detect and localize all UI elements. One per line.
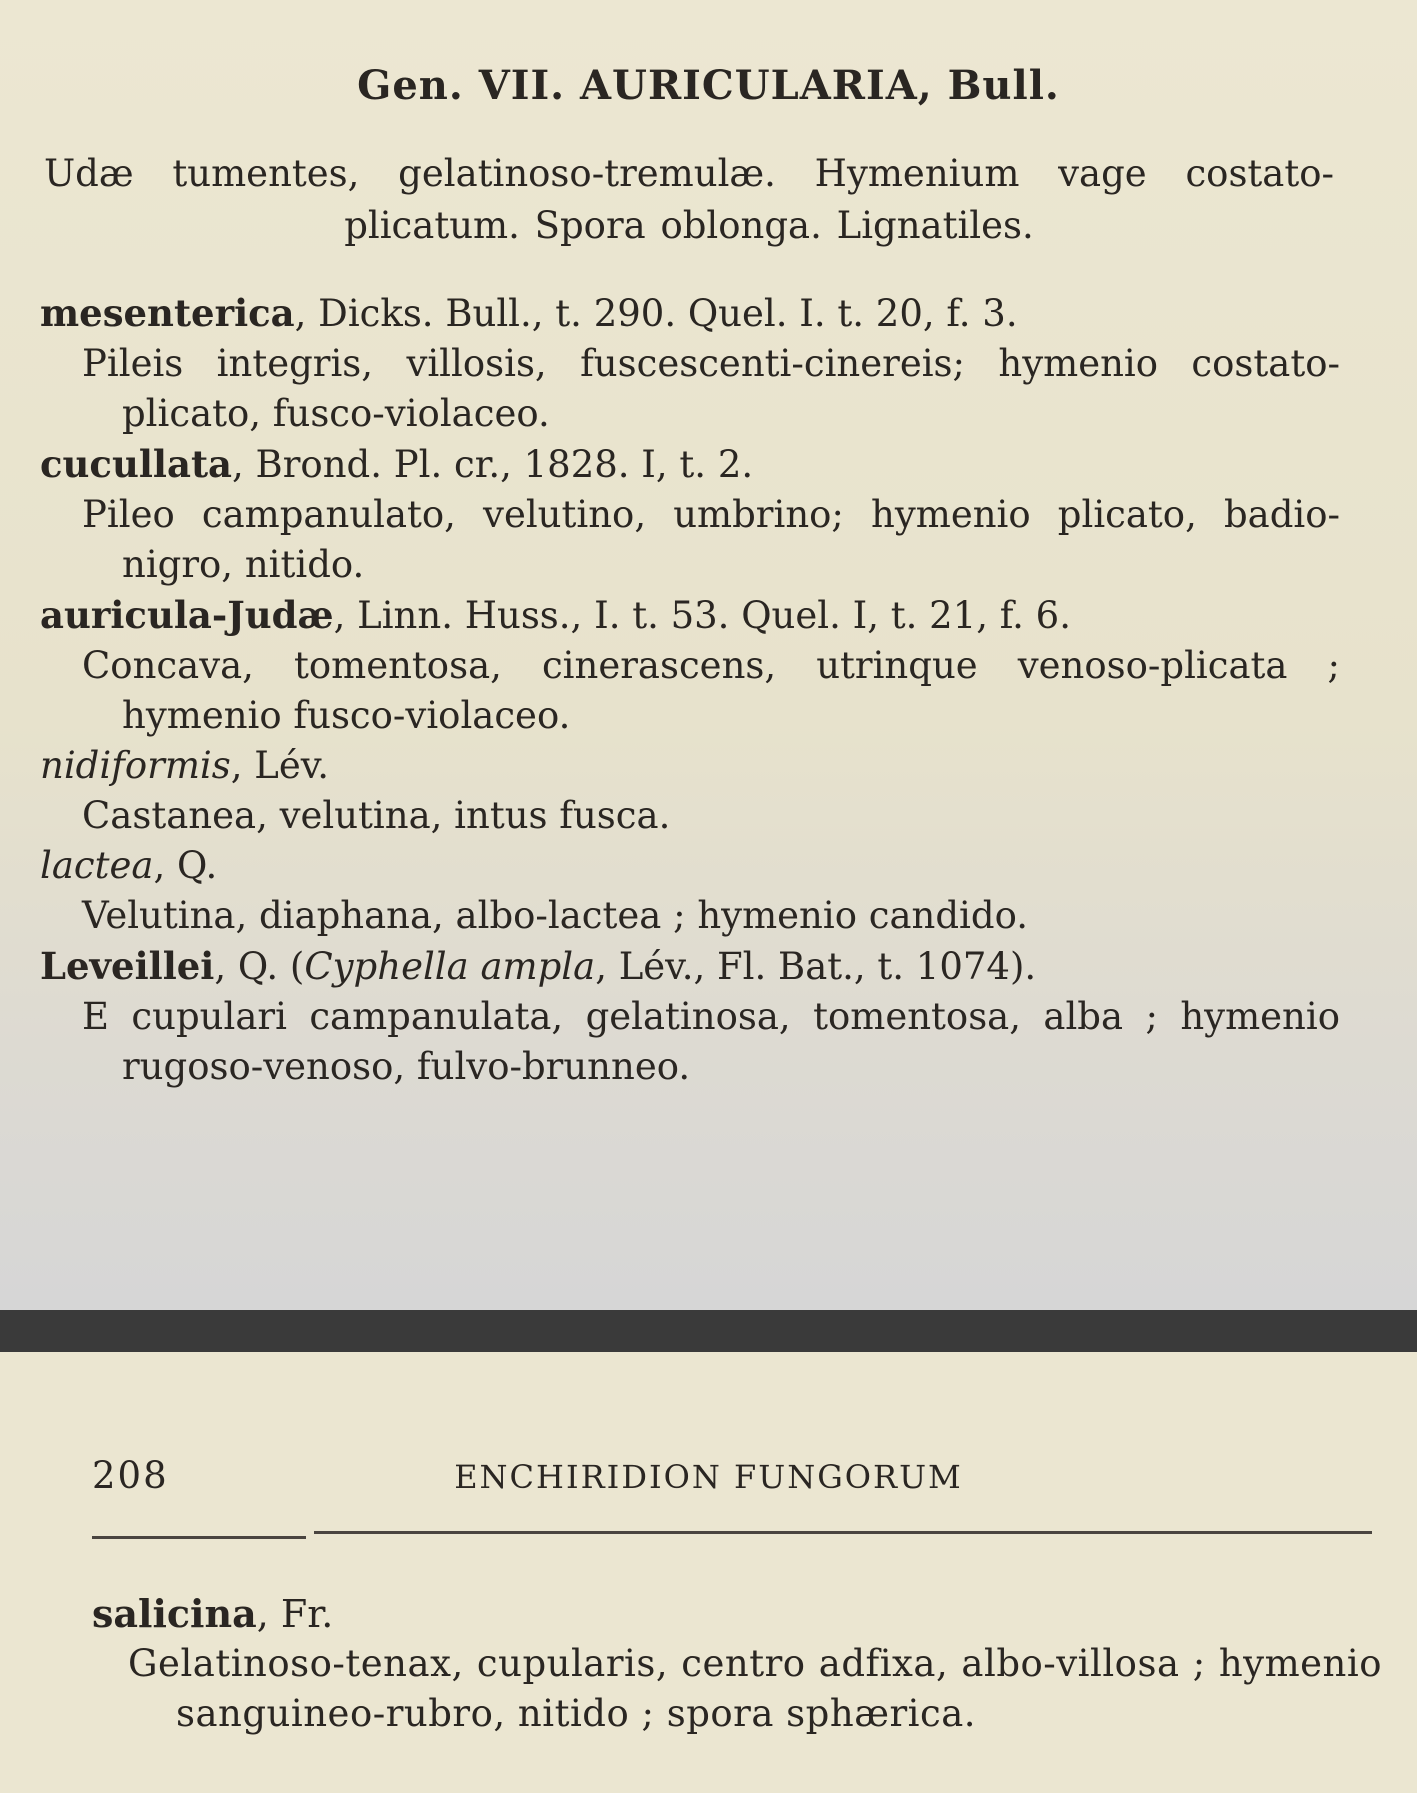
species-entry-cucullata [40, 439, 1340, 590]
running-head: ENCHIRIDION FUNGORUM [454, 1458, 963, 1496]
species-name: nidiformis [40, 744, 231, 787]
species-entry-auricula-judae [40, 590, 1340, 741]
species-line [92, 1589, 1382, 1639]
citation-suffix: , Lév., Fl. Bat., t. 1074). [595, 945, 1037, 988]
bottom-page-fragment [0, 1352, 1417, 1793]
citation-prefix: , Q. ( [214, 945, 305, 988]
species-entry-mesenterica [40, 288, 1340, 439]
species-description: Gelatinoso-tenax, cupularis, centro adfixa, albo-villosa ; hymenio sanguineo-rubro, nitido ; spora sphærica. [128, 1642, 1382, 1735]
species-citation: , Fr. [256, 1592, 334, 1636]
page-header [0, 1454, 1417, 1504]
genus-description: Udæ tumentes, gelatinoso-tremulæ. Hymenium vage costato-plicatum. Spora oblonga. Lignatiles. [44, 152, 1334, 247]
species-citation: , Dicks. Bull., t. 290. Quel. I. t. 20, f. 3. [294, 292, 1018, 335]
species-name: cucullata [40, 442, 233, 486]
species-description: Castanea, velutina, intus fusca. [82, 794, 671, 837]
species-line [40, 941, 1340, 992]
header-rule-right [314, 1531, 1372, 1534]
species-citation: , Brond. Pl. cr., 1828. I, t. 2. [232, 443, 754, 486]
citation-synonym: Cyphella ampla [304, 945, 596, 988]
species-line [40, 439, 1340, 490]
species-line [40, 590, 1340, 641]
species-line [40, 841, 1340, 891]
species-name: lactea [40, 844, 154, 887]
species-list [40, 288, 1340, 1092]
species-entry-salicina [92, 1589, 1382, 1739]
page-separator-bar [0, 1310, 1417, 1352]
species-description: Concava, tomentosa, cinerascens, utrinque venoso-plicata ; hymenio fusco-violaceo. [82, 644, 1340, 737]
species-description: Pileo campanulato, velutino, umbrino; hymenio plicato, badio-nigro, nitido. [82, 493, 1340, 586]
species-description: Velutina, diaphana, albo-lactea ; hymenio candido. [82, 894, 1028, 937]
species-name: auricula-Judæ [40, 593, 334, 637]
species-entry-lactea [40, 841, 1340, 941]
header-rule-left [92, 1536, 306, 1539]
species-citation: , Q. [153, 844, 218, 887]
species-description: Pileis integris, villosis, fuscescenti-cinereis; hymenio costato-plicato, fusco-violaceo. [82, 342, 1340, 435]
species-entry-nidiformis [40, 741, 1340, 841]
species-citation [214, 945, 1036, 988]
species-description: E cupulari campanulata, gelatinosa, tomentosa, alba ; hymenio rugoso-venoso, fulvo-brunneo. [82, 995, 1340, 1088]
species-entry-leveillei [40, 941, 1340, 1092]
species-citation: , Linn. Huss., I. t. 53. Quel. I, t. 21, f. 6. [333, 594, 1071, 637]
species-line [40, 288, 1340, 339]
genus-heading: Gen. VII. AURICULARIA, Bull. [357, 62, 1060, 109]
species-name: mesenterica [40, 291, 295, 335]
species-name: salicina [92, 1591, 257, 1636]
species-name: Leveillei [40, 944, 215, 988]
species-citation: , Lév. [230, 744, 330, 787]
species-line [40, 741, 1340, 791]
page-number: 208 [92, 1454, 169, 1497]
